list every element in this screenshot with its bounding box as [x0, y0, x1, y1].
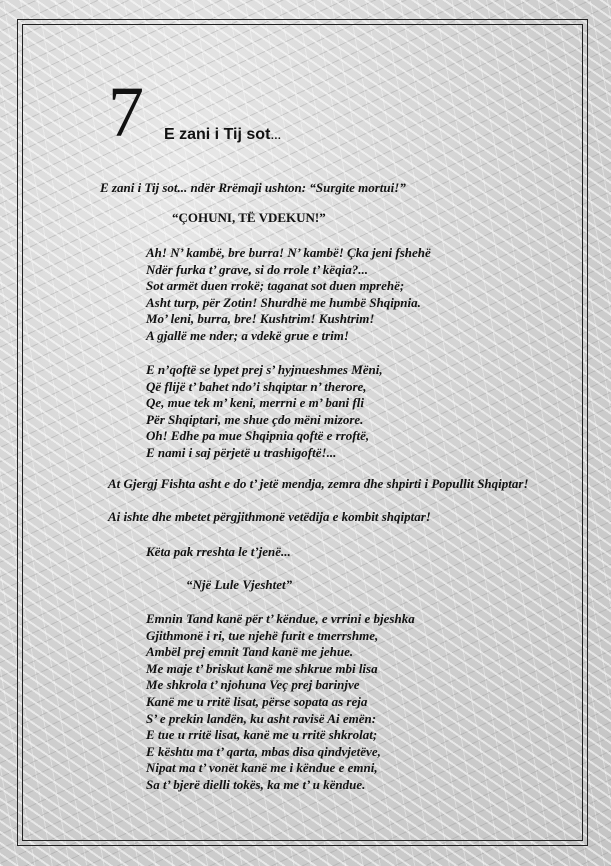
verse-line: Qe, mue tek m’ keni, merrni e m’ bani fli — [146, 395, 364, 411]
intro-line: E zani i Tij sot... ndër Rrëmaji ushton: “Surgite mortui!” — [100, 180, 406, 195]
stanza-2 — [146, 362, 383, 462]
verse-line: Emnin Tand kanë për t’ këndue, e vrrini e bjeshka — [146, 611, 415, 626]
verse-line: Ah! N’ kambë, bre burra! N’ kambë! Çka jeni fshehë — [146, 245, 431, 260]
verse-line: Oh! Edhe pa mue Shqipnia qoftë e rroftë, — [146, 428, 370, 444]
verse-line: Nipat ma t’ vonët kanë me i këndue e emni, — [146, 760, 378, 776]
verse-line: Për Shqiptari, me shue çdo mëni mizore. — [146, 411, 364, 427]
verse-line: Me shkrola t’ njohuna Veç prej barinjve — [146, 677, 360, 693]
verse-line: Ndër furka t’ grave, si do rrole t’ këqia?... — [146, 261, 368, 277]
paragraph-fishta: At Gjergj Fishta asht e do t’ jetë mendja, zemra dhe shpirti i Popullit Shqiptar! — [108, 476, 529, 491]
verse-line: Me maje t’ briskut kanë me shkrue mbi lisa — [146, 660, 378, 676]
chapter-title-text: E zani i Tij sot — [164, 126, 271, 143]
verse-line: Sa t’ bjerë dielli tokës, ka me t’ u këndue. — [146, 776, 366, 792]
verse-line: Gjithmonë i ri, tue njehë furit e tmerrshme, — [146, 627, 379, 643]
heading-autumn-flower: “Një Lule Vjeshtet” — [186, 577, 293, 592]
stanza-3 — [146, 611, 415, 794]
verse-line: S’ e prekin landën, ku asht ravisë Ai emën: — [146, 710, 377, 726]
stanza-1 — [146, 245, 431, 345]
chapter-title-dots: … — [270, 130, 282, 142]
verse-line: Mo’ leni, burra, bre! Kushtrim! Kushtrim! — [146, 311, 375, 327]
chapter-title — [164, 126, 281, 144]
chapter-number: 7 — [108, 72, 142, 152]
verse-line: Asht turp, për Zotin! Shurdhë me humbë Shqipnia. — [146, 294, 421, 310]
verse-line: Që flijë t’ bahet ndo’i shqiptar n’ therore, — [146, 378, 367, 394]
lead-in-line: Këta pak rreshta le t’jenë... — [146, 544, 291, 559]
heading-wake-up: “ÇOHUNI, TË VDEKUN!” — [172, 210, 326, 225]
verse-line: Kanë me u rritë lisat, përse sopata as reja — [146, 693, 368, 709]
verse-line: E n’qoftë se lypet prej s’ hyjnueshmes Mëni, — [146, 362, 383, 377]
verse-line: E tue u rritë lisat, kanë me u rritë shkrolat; — [146, 727, 378, 743]
verse-line: E kështu ma t’ qarta, mbas disa qindvjetëve, — [146, 743, 381, 759]
verse-line: Ambël prej emnit Tand kanë me jehue. — [146, 644, 354, 660]
verse-line: E nami i saj përjetë u trashigoftë!... — [146, 444, 337, 460]
verse-line: Sot armët duen rrokë; taganat sot duen mprehë; — [146, 278, 405, 294]
paragraph-consciousness: Ai ishte dhe mbetet përgjithmonë vetëdija e kombit shqiptar! — [108, 509, 431, 524]
verse-line: A gjallë me nder; a vdekë grue e trim! — [146, 327, 349, 343]
